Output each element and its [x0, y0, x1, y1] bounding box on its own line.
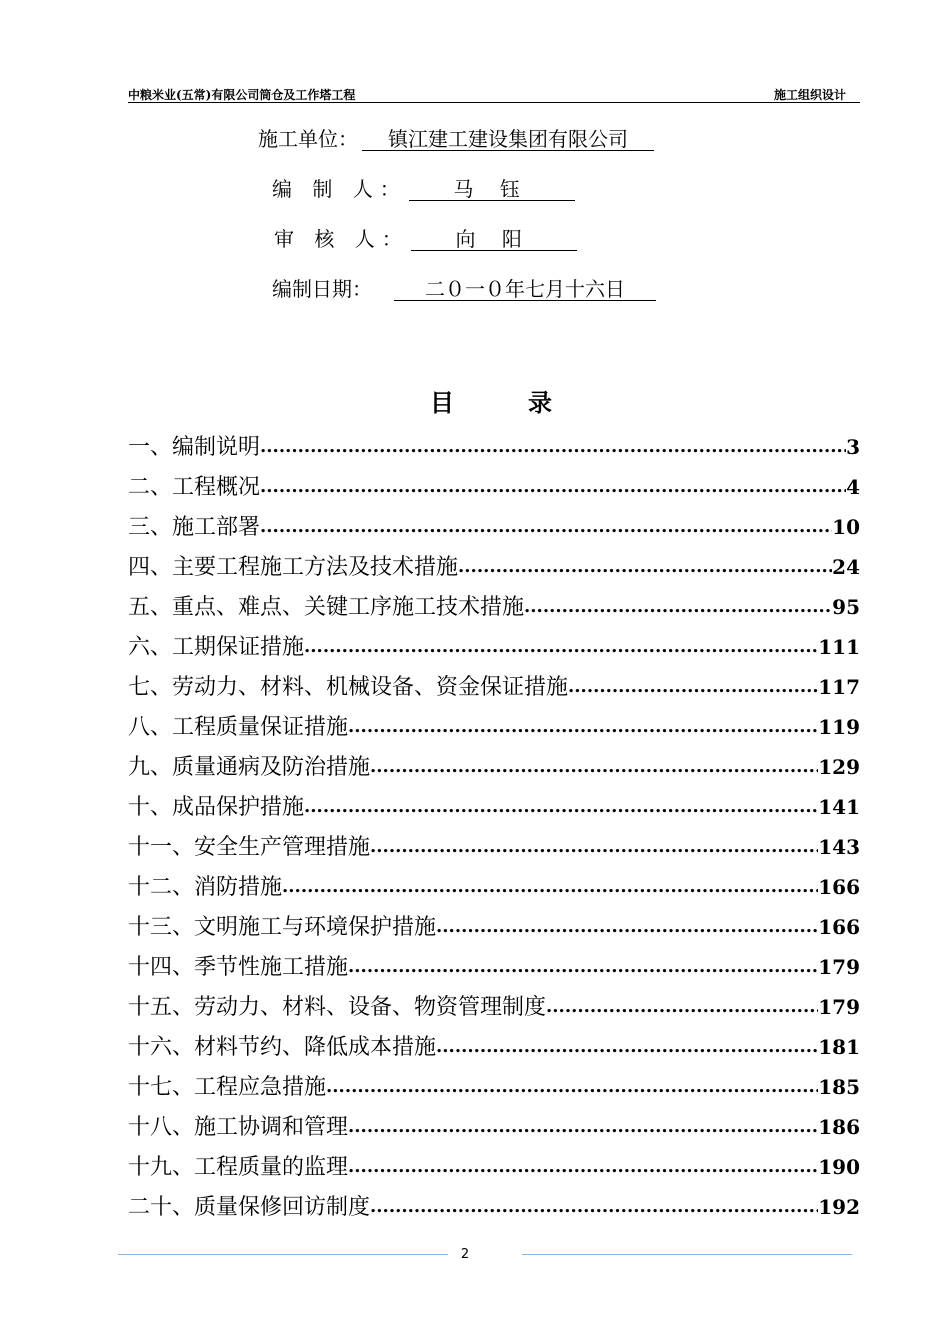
- toc-entry-title: 十、成品保护措施: [128, 795, 305, 820]
- author-value: 马 钰: [409, 178, 575, 201]
- toc-entry-title: 三、施工部署: [128, 515, 261, 540]
- toc-dot-leader: [348, 1116, 818, 1141]
- toc-entry-page: 3: [846, 435, 860, 459]
- toc-entry[interactable]: [128, 661, 860, 701]
- toc-dot-leader: [370, 836, 818, 861]
- toc-entry-page: 4: [846, 475, 860, 499]
- toc-entry[interactable]: [128, 501, 860, 541]
- author-label: 编 制 人：: [272, 177, 407, 201]
- toc-dot-leader: [260, 516, 832, 541]
- toc-entry-title: 九、质量通病及防治措施: [128, 755, 371, 780]
- toc-entry-title: 十六、材料节约、降低成本措施: [128, 1035, 437, 1060]
- toc-entry-title: 六、工期保证措施: [128, 635, 305, 660]
- toc-dot-leader: [282, 876, 818, 901]
- toc-entry[interactable]: [128, 621, 860, 661]
- toc-dot-leader: [458, 556, 832, 581]
- toc-entry-title: 五、重点、难点、关键工序施工技术措施: [128, 595, 525, 620]
- toc-entry-page: 117: [818, 675, 860, 699]
- toc-entry[interactable]: [128, 981, 860, 1021]
- footer-rule-left: [118, 1254, 448, 1255]
- toc-entry-title: 十四、季节性施工措施: [128, 955, 349, 980]
- toc-entry-title: 二十、质量保修回访制度: [128, 1195, 371, 1220]
- construction-unit-value: 镇江建工建设集团有限公司: [362, 128, 654, 151]
- table-of-contents: [128, 421, 860, 1221]
- toc-entry[interactable]: [128, 821, 860, 861]
- toc-dot-leader: [568, 676, 818, 701]
- toc-entry[interactable]: [128, 781, 860, 821]
- toc-entry-page: 129: [818, 755, 860, 779]
- toc-entry[interactable]: [128, 1101, 860, 1141]
- toc-entry-title: 十二、消防措施: [128, 875, 283, 900]
- toc-entry-title: 十三、文明施工与环境保护措施: [128, 915, 437, 940]
- toc-entry[interactable]: [128, 701, 860, 741]
- construction-unit-row: [258, 123, 654, 152]
- toc-entry-page: 185: [818, 1075, 860, 1099]
- toc-entry-title: 八、工程质量保证措施: [128, 715, 349, 740]
- toc-entry-page: 95: [832, 595, 860, 619]
- toc-entry-page: 190: [818, 1155, 860, 1179]
- header-document-type: 施工组织设计: [773, 88, 846, 102]
- toc-entry-title: 十七、工程应急措施: [128, 1075, 327, 1100]
- date-label: 编制日期：: [272, 277, 372, 301]
- toc-entry[interactable]: [128, 541, 860, 581]
- toc-entry-title: 十九、工程质量的监理: [128, 1155, 349, 1180]
- toc-entry[interactable]: [128, 901, 860, 941]
- toc-entry[interactable]: [128, 461, 860, 501]
- toc-dot-leader: [260, 476, 846, 501]
- toc-entry-page: 166: [818, 875, 860, 899]
- construction-unit-label: 施工单位：: [258, 127, 358, 151]
- toc-dot-leader: [370, 756, 818, 781]
- toc-dot-leader: [370, 1196, 818, 1221]
- footer-rule-right: [522, 1254, 852, 1255]
- toc-dot-leader: [436, 1036, 818, 1061]
- toc-dot-leader: [304, 636, 818, 661]
- author-row: [272, 173, 575, 202]
- toc-entry[interactable]: [128, 941, 860, 981]
- page-number: 2: [460, 1247, 470, 1262]
- toc-entry[interactable]: [128, 1181, 860, 1221]
- toc-entry-page: 192: [818, 1195, 860, 1219]
- toc-entry-title: 十八、施工协调和管理: [128, 1115, 349, 1140]
- toc-entry-title: 十五、劳动力、材料、设备、物资管理制度: [128, 995, 547, 1020]
- toc-entry-title: 四、主要工程施工方法及技术措施: [128, 555, 459, 580]
- toc-entry-page: 166: [818, 915, 860, 939]
- toc-dot-leader: [524, 596, 832, 621]
- toc-dot-leader: [304, 796, 818, 821]
- toc-entry[interactable]: [128, 861, 860, 901]
- date-row: [272, 273, 656, 302]
- toc-dot-leader: [326, 1076, 818, 1101]
- toc-entry-title: 一、编制说明: [128, 435, 261, 460]
- toc-entry-title: 二、工程概况: [128, 475, 261, 500]
- reviewer-value: 向 阳: [411, 228, 577, 251]
- toc-dot-leader: [348, 956, 818, 981]
- toc-entry-page: 24: [832, 555, 860, 579]
- toc-title: 目录: [430, 389, 626, 417]
- toc-entry[interactable]: [128, 1141, 860, 1181]
- toc-dot-leader: [348, 1156, 818, 1181]
- toc-entry[interactable]: [128, 581, 860, 621]
- toc-entry-page: 179: [818, 995, 860, 1019]
- toc-entry[interactable]: [128, 1061, 860, 1101]
- toc-entry-page: 181: [818, 1035, 860, 1059]
- toc-entry-title: 七、劳动力、材料、机械设备、资金保证措施: [128, 675, 569, 700]
- toc-dot-leader: [260, 436, 846, 461]
- reviewer-row: [274, 223, 577, 252]
- toc-entry-page: 186: [818, 1115, 860, 1139]
- toc-entry-title: 十一、安全生产管理措施: [128, 835, 371, 860]
- toc-entry-page: 143: [818, 835, 860, 859]
- toc-entry-page: 111: [818, 635, 860, 659]
- toc-dot-leader: [436, 916, 818, 941]
- toc-entry[interactable]: [128, 421, 860, 461]
- reviewer-label: 审 核 人：: [274, 227, 409, 251]
- header-project-title: 中粮米业(五常)有限公司筒仓及工作塔工程: [128, 88, 356, 102]
- toc-entry-page: 179: [818, 955, 860, 979]
- toc-entry[interactable]: [128, 741, 860, 781]
- toc-entry-page: 119: [818, 715, 860, 739]
- page-header: [128, 84, 860, 103]
- toc-dot-leader: [546, 996, 818, 1021]
- date-value: 二０一０年七月十六日: [394, 278, 656, 301]
- toc-dot-leader: [348, 716, 818, 741]
- toc-entry-page: 10: [832, 515, 860, 539]
- toc-entry[interactable]: [128, 1021, 860, 1061]
- toc-entry-page: 141: [818, 795, 860, 819]
